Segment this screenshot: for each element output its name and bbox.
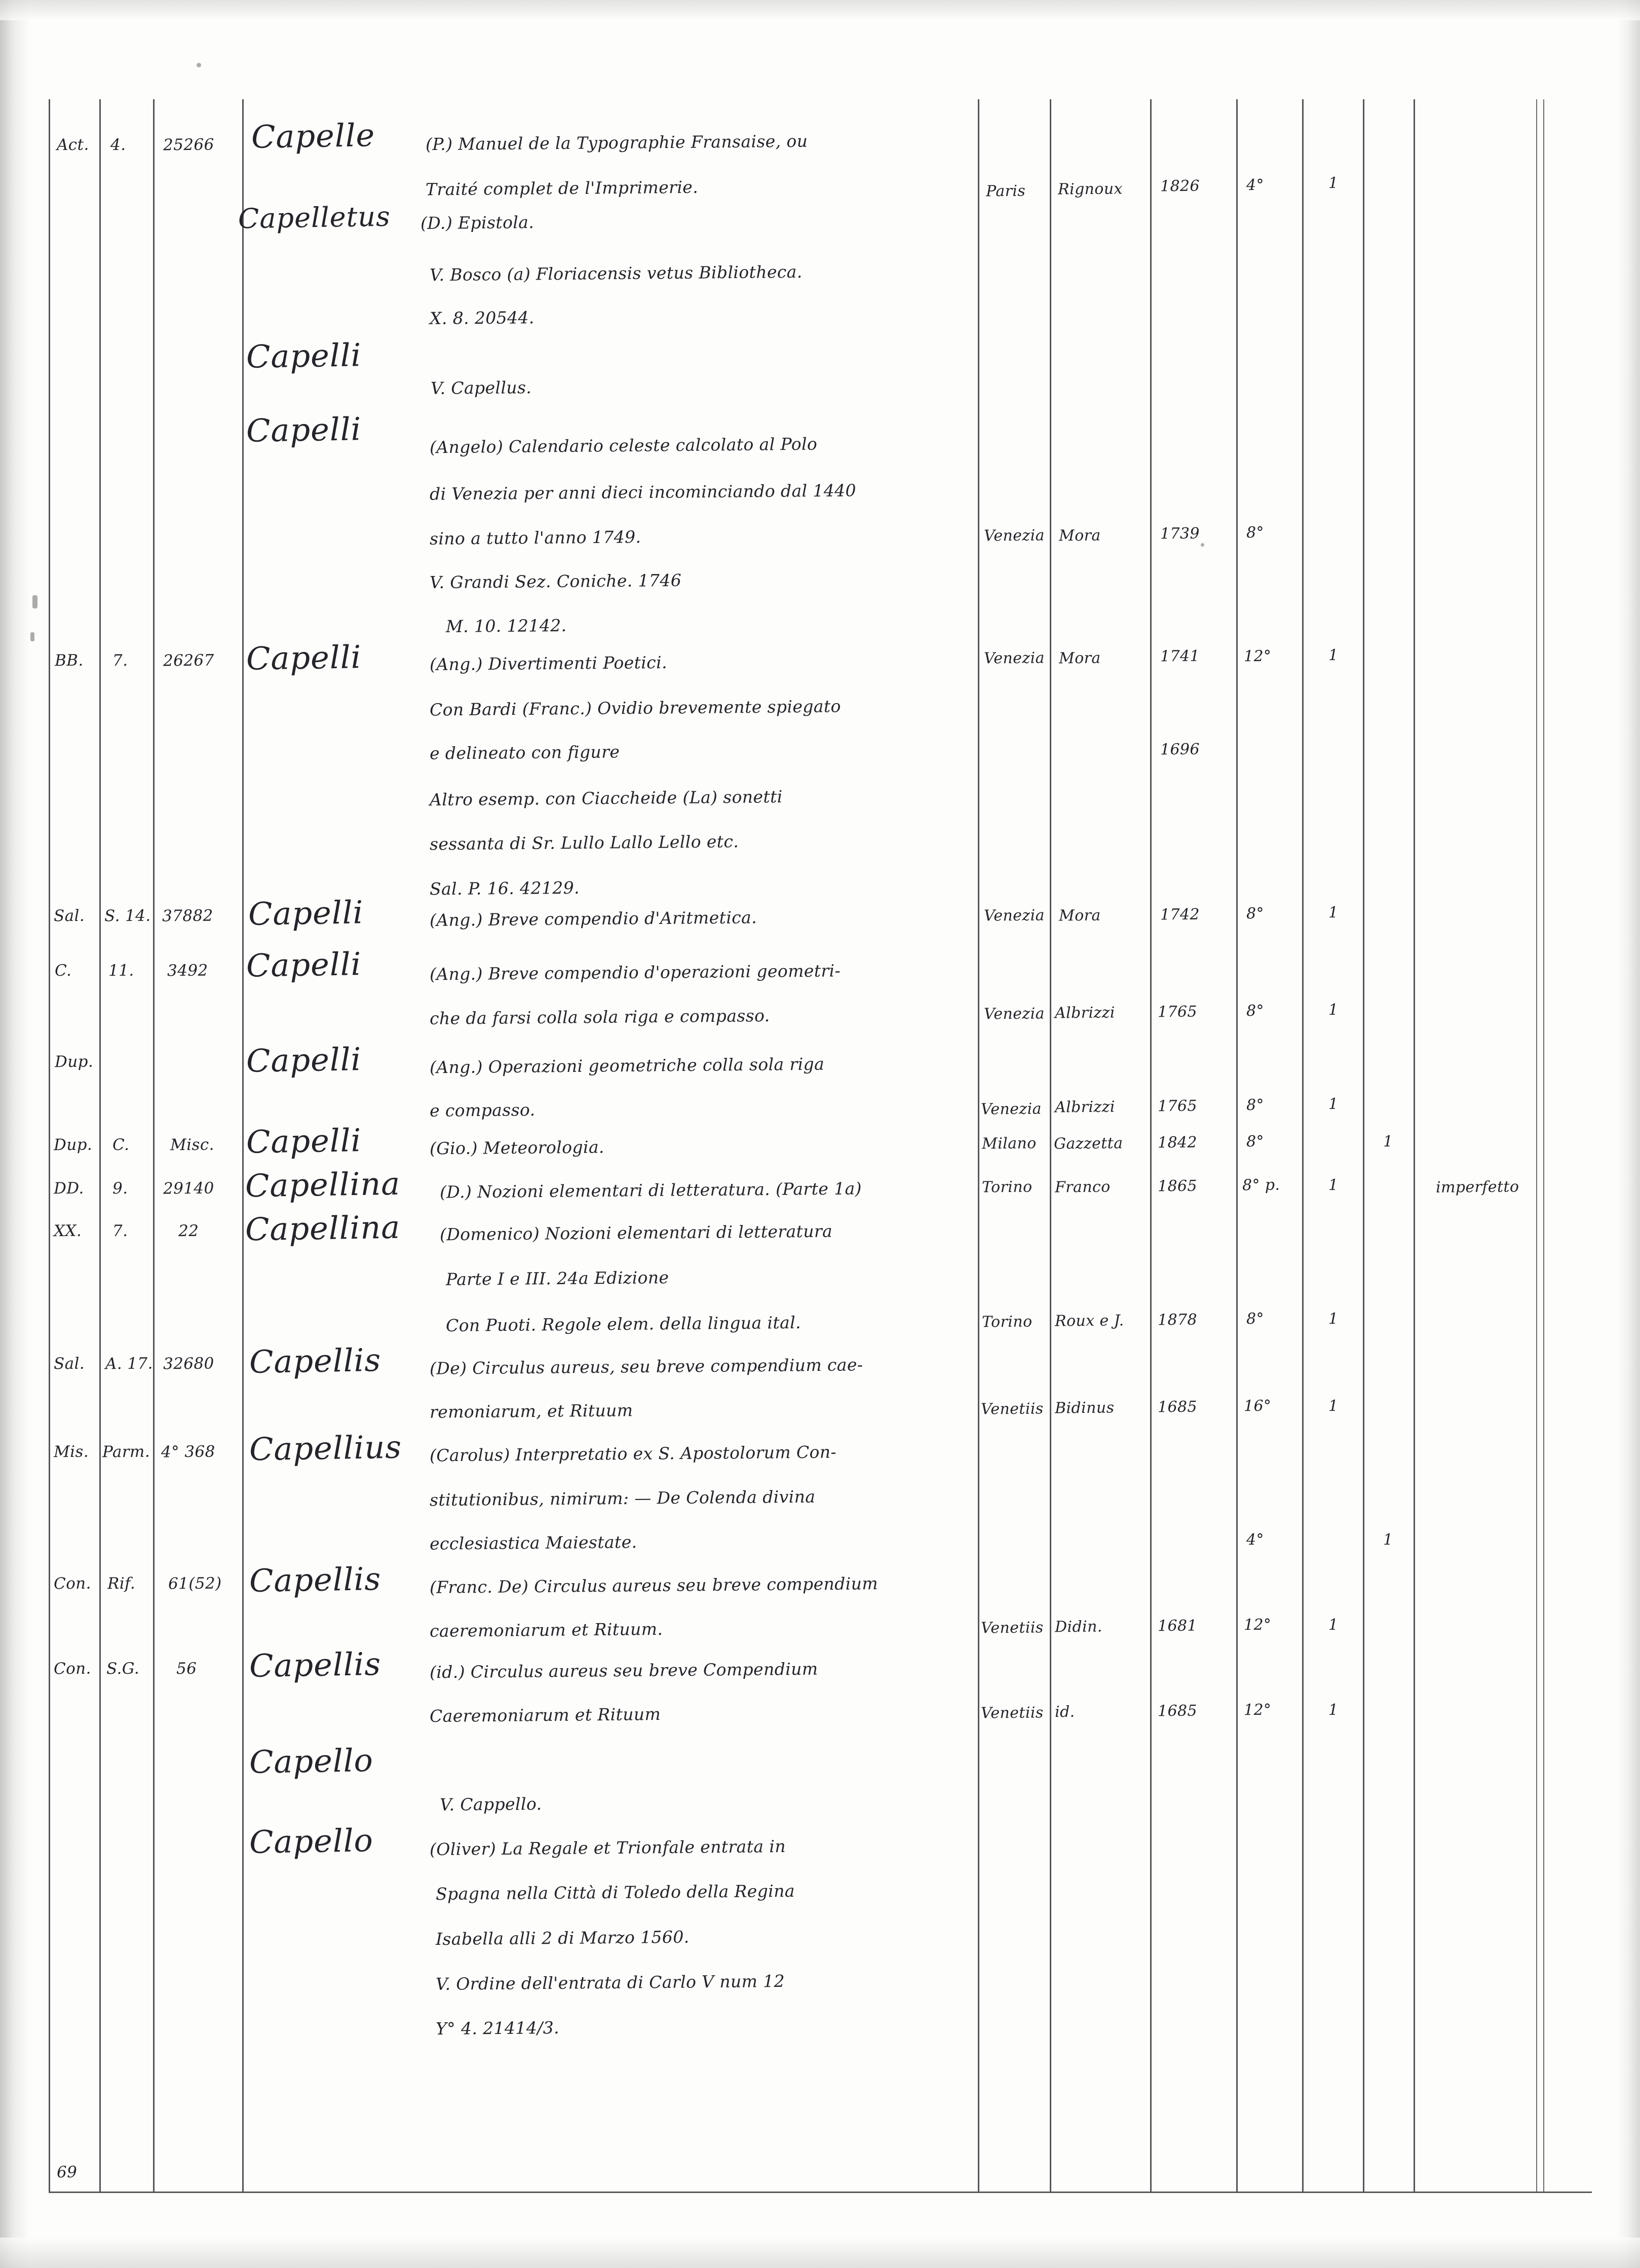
cell-section: Sal. — [53, 906, 85, 926]
cell-section: Con. — [53, 1574, 91, 1593]
cell-format: 16° — [1243, 1397, 1272, 1415]
cell-description-line: e delineato con figure — [429, 742, 620, 763]
cell-description-line: (D.) Nozioni elementari di letteratura. (Parte 1a) — [439, 1178, 862, 1202]
column-rule — [49, 99, 50, 2192]
cell-description-line: (Oliver) La Regale et Trionfale entrata in — [429, 1836, 786, 1860]
cell-year: 1765 — [1157, 1097, 1198, 1116]
cell-printer: Didin. — [1054, 1618, 1102, 1636]
cell-section: BB. — [54, 651, 84, 670]
cell-description-line: (Domenico) Nozioni elementari di letteratura — [439, 1221, 833, 1245]
cell-description-line: V. Capellus. — [430, 377, 532, 398]
cell-heading: Capelli — [246, 1122, 362, 1161]
cell-format: 12° — [1243, 647, 1272, 666]
cell-description-line: Altro esemp. con Ciaccheide (La) sonetti — [429, 786, 783, 810]
cell-year-secondary: 1696 — [1160, 740, 1200, 759]
cell-inventory: 26267 — [163, 651, 214, 670]
column-rule — [1150, 99, 1152, 2192]
cell-printer: Albrizzi — [1054, 1098, 1115, 1117]
cell-description-line: che da farsi colla sola riga e compasso. — [429, 1006, 770, 1028]
cell-place: Venetiis — [980, 1400, 1044, 1418]
cell-description-line: V. Ordine dell'entrata di Carlo V num 12 — [435, 1971, 785, 1994]
cell-description-line: Caeremoniarum et Rituum — [429, 1704, 661, 1726]
cell-place: Paris — [985, 182, 1026, 201]
cell-year: 1865 — [1157, 1177, 1198, 1196]
cell-description-line: Y° 4. 21414/3. — [435, 2017, 560, 2039]
cell-shelf: C. — [112, 1135, 130, 1155]
cell-year: 1742 — [1160, 905, 1200, 924]
cell-year: 1741 — [1160, 647, 1200, 666]
cell-description-line: (id.) Circulus aureus seu breve Compendium — [429, 1659, 818, 1682]
cell-description-line: (D.) Epistola. — [420, 212, 535, 233]
cell-printer: Rignoux — [1057, 180, 1123, 199]
cell-printer: Bidinus — [1054, 1399, 1115, 1417]
scan-speck — [30, 632, 34, 641]
page-edge-shadow-bottom — [0, 2238, 1640, 2268]
cell-description-line: Con Puoti. Regole elem. della lingua ital. — [445, 1312, 802, 1336]
cell-copies: 1 — [1328, 1095, 1339, 1113]
cell-section: XX. — [53, 1221, 82, 1241]
cell-format: 4° — [1246, 176, 1265, 195]
scan-speck — [197, 63, 201, 67]
cell-description-line: (Ang.) Breve compendio d'Aritmetica. — [429, 907, 757, 930]
cell-heading: Capelli — [246, 336, 362, 375]
cell-description-line: Parte I e III. 24a Edizione — [445, 1267, 669, 1289]
cell-printer: Mora — [1058, 906, 1101, 925]
cell-description-line: (Ang.) Breve compendio d'operazioni geometri- — [429, 960, 841, 984]
cell-description-line: stitutionibus, nimirum: — De Colenda divina — [429, 1486, 816, 1510]
cell-heading: Capellis — [249, 1341, 382, 1381]
page-edge-shadow-left — [0, 0, 29, 2268]
cell-shelf: S.G. — [106, 1659, 140, 1678]
cell-description-line: e compasso. — [429, 1100, 536, 1121]
cell-copies: 1 — [1328, 1310, 1339, 1328]
cell-format: 12° — [1243, 1701, 1272, 1719]
cell-format: 12° — [1243, 1616, 1272, 1634]
cell-description-line: (Carolus) Interpretatio ex S. Apostolorum Con- — [429, 1442, 837, 1466]
cell-description-line: V. Cappello. — [439, 1794, 542, 1815]
column-rule — [1050, 99, 1051, 2192]
page-edge-shadow-right — [1617, 0, 1640, 2268]
cell-format: 8° — [1246, 1310, 1265, 1328]
cell-shelf: 7. — [112, 651, 128, 670]
column-rule — [99, 99, 101, 2192]
scan-speck — [32, 595, 37, 608]
cell-copies: 1 — [1328, 1397, 1339, 1415]
cell-description-line: (Franc. De) Circulus aureus seu breve compendium — [429, 1573, 879, 1597]
page-edge-shadow-top — [0, 0, 1640, 20]
cell-copies: 1 — [1328, 174, 1339, 193]
cell-inventory: Misc. — [170, 1135, 214, 1155]
cell-inventory: 61(52) — [168, 1574, 222, 1593]
cell-description-line: V. Bosco (a) Floriacensis vetus Bibliotheca. — [429, 261, 803, 285]
cell-description-line: Con Bardi (Franc.) Ovidio brevemente spiegato — [429, 696, 842, 720]
cell-description-line: (Gio.) Meteorologia. — [429, 1137, 604, 1159]
cell-inventory: 56 — [176, 1659, 197, 1678]
cell-description-line: sessanta di Sr. Lullo Lallo Lello etc. — [429, 831, 739, 854]
cell-extra-copies: 1 — [1383, 1530, 1393, 1549]
cell-heading: Capellis — [249, 1645, 382, 1685]
cell-shelf: 9. — [112, 1179, 128, 1198]
footer-rule — [49, 2192, 1592, 2193]
cell-inventory: 22 — [178, 1221, 199, 1241]
cell-section: Dup. — [53, 1135, 93, 1155]
cell-printer: Franco — [1054, 1178, 1111, 1197]
cell-inventory: 4° 368 — [161, 1442, 215, 1462]
cell-year: 1685 — [1157, 1398, 1198, 1416]
cell-printer: Roux e J. — [1054, 1312, 1124, 1330]
cell-printer: Albrizzi — [1054, 1004, 1115, 1022]
cell-format: 8° — [1246, 523, 1265, 542]
cell-description-line: ecclesiastica Maiestate. — [429, 1532, 637, 1554]
cell-heading: Capelli — [246, 410, 362, 449]
cell-printer: Gazzetta — [1053, 1134, 1123, 1153]
cell-description-line: X. 8. 20544. — [429, 307, 535, 328]
cell-copies: 1 — [1328, 646, 1339, 665]
cell-description-line: (Angelo) Calendario celeste calcolato al Polo — [429, 434, 818, 457]
cell-inventory: 25266 — [163, 135, 214, 155]
cell-shelf: S. 14. — [104, 906, 151, 926]
cell-description-line: Spagna nella Città di Toledo della Regina — [435, 1880, 795, 1904]
cell-shelf: Rif. — [107, 1574, 136, 1593]
cell-description-line: (De) Circulus aureus, seu breve compendium cae- — [429, 1355, 863, 1378]
cell-year: 1739 — [1160, 524, 1200, 543]
cell-year: 1685 — [1157, 1702, 1198, 1720]
cell-section: Con. — [53, 1659, 91, 1678]
column-rule — [1236, 99, 1238, 2192]
cell-format: 8° — [1246, 1002, 1265, 1020]
column-rule — [1363, 99, 1364, 2192]
cell-section: C. — [54, 961, 72, 980]
column-rule — [1302, 99, 1304, 2192]
cell-heading: Capello — [249, 1822, 374, 1861]
cell-shelf: Parm. — [102, 1442, 150, 1462]
cell-description-line: (Ang.) Operazioni geometriche colla sola riga — [429, 1054, 825, 1078]
cell-printer: Mora — [1058, 649, 1101, 668]
cell-year: 1681 — [1157, 1617, 1198, 1635]
column-rule — [978, 99, 979, 2192]
cell-section: Sal. — [53, 1354, 85, 1373]
cell-format: 8° p. — [1242, 1176, 1280, 1195]
cell-place: Milano — [981, 1134, 1037, 1153]
cell-heading: Capellina — [245, 1165, 401, 1205]
cell-year: 1842 — [1157, 1133, 1198, 1152]
cell-heading: Capelletus — [238, 200, 391, 235]
cell-description-line: Sal. P. 16. 42129. — [429, 877, 580, 899]
folio-number: 69 — [56, 2163, 78, 2182]
cell-heading: Capelli — [246, 945, 362, 984]
column-rule — [153, 99, 155, 2192]
cell-year: 1765 — [1157, 1003, 1198, 1021]
cell-year: 1878 — [1157, 1311, 1198, 1329]
cell-description-line: V. Grandi Sez. Coniche. 1746 — [429, 570, 682, 593]
cell-shelf: 11. — [108, 961, 134, 980]
cell-place: Venetiis — [980, 1619, 1044, 1637]
cell-section: Mis. — [53, 1442, 89, 1462]
cell-copies: 1 — [1328, 1616, 1339, 1634]
cell-shelf: A. 17. — [105, 1354, 153, 1373]
cell-section: Act. — [56, 135, 89, 155]
cell-inventory: 32680 — [163, 1354, 214, 1373]
scan-speck — [1201, 543, 1204, 547]
column-rule — [1536, 99, 1537, 2192]
cell-place: Venezia — [983, 1005, 1045, 1023]
column-rule — [1414, 99, 1415, 2192]
cell-heading: Capelli — [246, 1041, 362, 1080]
column-rule — [1543, 99, 1544, 2192]
cell-heading: Capelli — [246, 638, 362, 677]
cell-heading: Capellis — [249, 1560, 382, 1600]
cell-place: Venetiis — [980, 1704, 1044, 1722]
cell-section: DD. — [53, 1179, 84, 1198]
cell-copies: 1 — [1328, 1176, 1339, 1195]
cell-copies: 1 — [1328, 1001, 1339, 1019]
cell-section: Dup. — [54, 1052, 94, 1071]
cell-format: 8° — [1246, 904, 1265, 923]
cell-copies: 1 — [1328, 903, 1339, 922]
cell-printer: id. — [1054, 1703, 1075, 1721]
cell-copies: 1 — [1328, 1701, 1339, 1719]
cell-inventory: 29140 — [163, 1179, 214, 1198]
cell-description-line: remoniarum, et Rituum — [429, 1400, 633, 1422]
cell-format: 8° — [1246, 1132, 1265, 1151]
cell-heading: Capellina — [245, 1208, 401, 1248]
cell-description-line: Isabella alli 2 di Marzo 1560. — [435, 1927, 690, 1949]
cell-description-line: M. 10. 12142. — [445, 615, 567, 637]
cell-place: Venezia — [983, 906, 1045, 925]
cell-year: 1826 — [1160, 177, 1200, 196]
cell-shelf: 7. — [112, 1221, 128, 1241]
cell-place: Venezia — [980, 1100, 1042, 1119]
cell-notes: imperfetto — [1435, 1178, 1519, 1197]
cell-heading: Capello — [249, 1742, 374, 1781]
cell-format: 8° — [1246, 1096, 1265, 1114]
cell-heading: Capellius — [249, 1428, 402, 1468]
cell-description-line: sino a tutto l'anno 1749. — [429, 527, 641, 549]
cell-inventory: 37882 — [162, 906, 213, 926]
column-rule — [242, 99, 244, 2192]
cell-format: 4° — [1246, 1530, 1265, 1549]
cell-extra-copies: 1 — [1383, 1132, 1393, 1151]
cell-heading: Capelle — [251, 117, 375, 156]
cell-printer: Mora — [1058, 526, 1101, 545]
cell-inventory: 3492 — [167, 961, 208, 980]
cell-description-line: di Venezia per anni dieci incominciando dal 1440 — [429, 480, 857, 504]
cell-shelf: 4. — [110, 135, 126, 155]
cell-description-line: caeremoniarum et Rituum. — [429, 1619, 663, 1641]
cell-description-line: (Ang.) Divertimenti Poetici. — [429, 652, 668, 675]
cell-description-line: Traité complet de l'Imprimerie. — [425, 177, 699, 200]
cell-place: Torino — [981, 1313, 1033, 1331]
cell-place: Venezia — [983, 649, 1045, 668]
cell-place: Venezia — [983, 526, 1045, 545]
cell-description-line: (P.) Manuel de la Typographie Fransaise, ou — [425, 131, 808, 155]
cell-heading: Capelli — [248, 894, 364, 933]
cell-place: Torino — [981, 1178, 1033, 1197]
